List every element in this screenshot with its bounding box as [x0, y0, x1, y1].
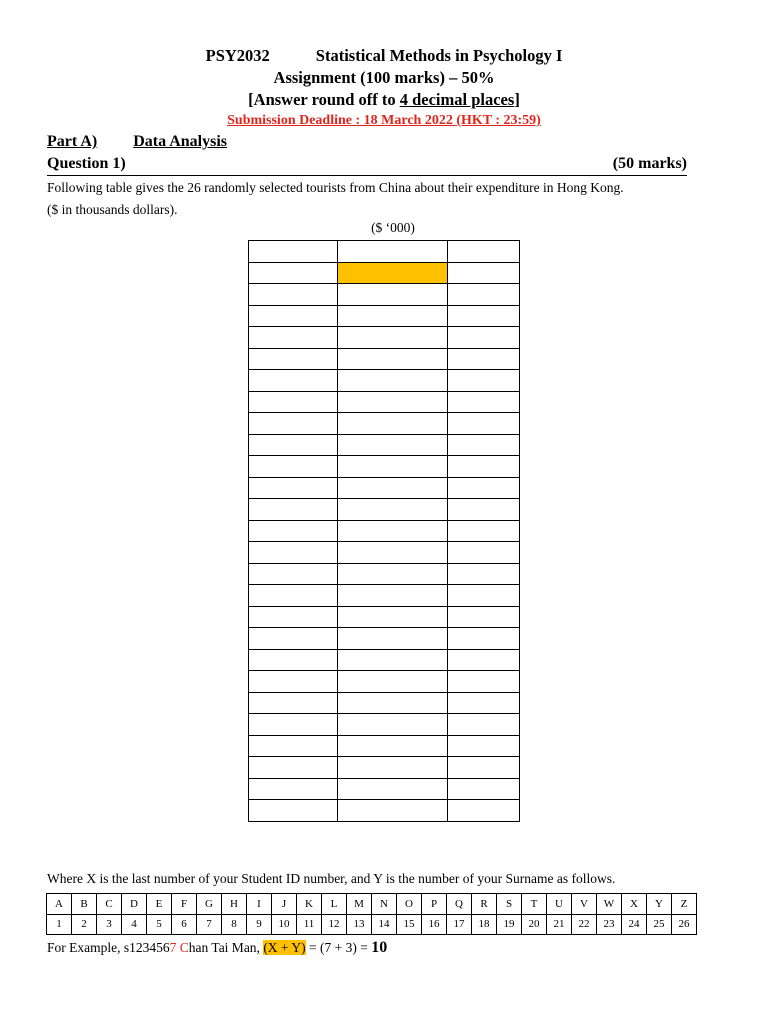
table-cell [448, 520, 520, 542]
number-cell: 14 [372, 914, 397, 935]
table-cell [249, 241, 338, 263]
answer-note-decimal: 4 decimal places [399, 90, 515, 109]
table-cell [448, 800, 520, 822]
example-prefix: For Example, s123456 [47, 940, 170, 955]
table-cell [338, 778, 448, 800]
table-cell [448, 649, 520, 671]
example-equation: = (7 + 3) = [305, 940, 372, 955]
table-row [249, 499, 520, 521]
number-cell: 4 [122, 914, 147, 935]
table-cell [249, 606, 338, 628]
number-cell: 26 [672, 914, 697, 935]
table-cell [249, 477, 338, 499]
letter-cell: H [222, 894, 247, 915]
part-label: Part A) [47, 133, 98, 150]
table-row [249, 370, 520, 392]
table-cell [249, 456, 338, 478]
letter-cell: P [422, 894, 447, 915]
table-cell [249, 327, 338, 349]
letter-cell: S [497, 894, 522, 915]
letter-cell: T [522, 894, 547, 915]
table-cell [448, 499, 520, 521]
letter-cell: L [322, 894, 347, 915]
table-cell [338, 391, 448, 413]
table-cell [338, 413, 448, 435]
letter-cell: Q [447, 894, 472, 915]
table-cell [249, 714, 338, 736]
number-cell: 8 [222, 914, 247, 935]
table-cell [249, 434, 338, 456]
letter-number-table [46, 893, 697, 935]
table-row [249, 628, 520, 650]
letter-cell: D [122, 894, 147, 915]
table-cell [448, 477, 520, 499]
table-cell [338, 477, 448, 499]
table-row [249, 520, 520, 542]
letter-cell: J [272, 894, 297, 915]
table-cell [249, 585, 338, 607]
letter-cell: Y [647, 894, 672, 915]
table-cell [338, 348, 448, 370]
table-row [249, 800, 520, 822]
table-cell [338, 327, 448, 349]
table-cell [249, 499, 338, 521]
letter-cell: A [47, 894, 72, 915]
table-cell [249, 413, 338, 435]
expenditure-table [248, 240, 520, 822]
table-cell [338, 628, 448, 650]
table-row [249, 434, 520, 456]
table-cell [249, 370, 338, 392]
table-cell [338, 692, 448, 714]
table-cell [448, 628, 520, 650]
table-cell [448, 348, 520, 370]
table-cell [448, 370, 520, 392]
example-surname-initial: C [179, 940, 189, 955]
course-header [0, 46, 768, 66]
table-cell [338, 370, 448, 392]
number-cell: 20 [522, 914, 547, 935]
table-cell [249, 391, 338, 413]
table-cell [448, 542, 520, 564]
description-line-2: ($ in thousands dollars). [47, 202, 178, 217]
letter-cell: N [372, 894, 397, 915]
number-cell: 13 [347, 914, 372, 935]
table-cell [249, 778, 338, 800]
example-formula: (X + Y) [263, 940, 306, 955]
course-code: PSY2032 [205, 46, 270, 65]
numbers-row [47, 914, 697, 935]
answer-note-prefix: [Answer round off to [248, 90, 400, 109]
table-unit-label: ($ ‘000) [371, 220, 415, 235]
table-cell [338, 757, 448, 779]
number-cell: 5 [147, 914, 172, 935]
letter-cell: O [397, 894, 422, 915]
number-cell: 3 [97, 914, 122, 935]
question-heading [47, 155, 687, 176]
table-cell [448, 671, 520, 693]
table-cell [338, 563, 448, 585]
table-row [249, 585, 520, 607]
table-row [249, 692, 520, 714]
table-row [249, 305, 520, 327]
answer-note [0, 90, 768, 110]
table-row [249, 456, 520, 478]
number-cell: 25 [647, 914, 672, 935]
number-cell: 1 [47, 914, 72, 935]
number-cell: 18 [472, 914, 497, 935]
course-title: Statistical Methods in Psychology I [315, 46, 563, 65]
number-cell: 15 [397, 914, 422, 935]
table-cell [448, 413, 520, 435]
letter-cell: U [547, 894, 572, 915]
table-cell [249, 348, 338, 370]
letter-cell: Z [672, 894, 697, 915]
table-cell [249, 671, 338, 693]
table-cell [448, 735, 520, 757]
table-row [249, 563, 520, 585]
table-cell [338, 671, 448, 693]
table-cell [249, 800, 338, 822]
letter-cell: K [297, 894, 322, 915]
table-cell [338, 305, 448, 327]
table-row [249, 735, 520, 757]
table-row [249, 778, 520, 800]
description-line-1: Following table gives the 26 randomly selected tourists from China about their expenditure in Hong Kong. [47, 180, 624, 195]
table-cell [448, 305, 520, 327]
table-cell [338, 800, 448, 822]
table-cell [249, 563, 338, 585]
question-marks: (50 marks) [612, 155, 687, 172]
table-cell [448, 714, 520, 736]
table-cell [338, 714, 448, 736]
table-row [249, 413, 520, 435]
letter-cell: W [597, 894, 622, 915]
letter-cell: E [147, 894, 172, 915]
number-cell: 23 [597, 914, 622, 935]
letter-cell: I [247, 894, 272, 915]
table-row [249, 606, 520, 628]
table-cell [448, 241, 520, 263]
table-row [249, 757, 520, 779]
table-cell [249, 262, 338, 284]
table-row [249, 348, 520, 370]
number-cell: 6 [172, 914, 197, 935]
part-heading [47, 133, 227, 151]
table-cell [338, 284, 448, 306]
table-cell [249, 542, 338, 564]
table-cell [338, 456, 448, 478]
question-description [47, 177, 727, 221]
table-cell [249, 735, 338, 757]
table-cell [448, 456, 520, 478]
table-cell [338, 520, 448, 542]
table-row [249, 649, 520, 671]
letter-cell: F [172, 894, 197, 915]
table-cell [448, 391, 520, 413]
example-surname-rest: han Tai Man, [188, 940, 264, 955]
number-cell: 11 [297, 914, 322, 935]
table-cell [338, 542, 448, 564]
table-cell [338, 434, 448, 456]
answer-note-suffix: ] [514, 90, 520, 109]
table-cell [338, 499, 448, 521]
letter-cell: M [347, 894, 372, 915]
number-cell: 2 [72, 914, 97, 935]
number-cell: 10 [272, 914, 297, 935]
table-cell [249, 692, 338, 714]
table-cell [249, 305, 338, 327]
table-cell [249, 520, 338, 542]
letters-row [47, 894, 697, 915]
table-row [249, 391, 520, 413]
letter-cell: X [622, 894, 647, 915]
number-cell: 19 [497, 914, 522, 935]
table-cell [249, 284, 338, 306]
number-cell: 16 [422, 914, 447, 935]
number-cell: 24 [622, 914, 647, 935]
question-label: Question 1) [47, 155, 126, 172]
table-cell [448, 585, 520, 607]
table-cell [448, 778, 520, 800]
number-cell: 9 [247, 914, 272, 935]
table-cell [338, 735, 448, 757]
table-cell [448, 606, 520, 628]
table-cell [249, 628, 338, 650]
table-cell [338, 241, 448, 263]
table-row [249, 671, 520, 693]
number-cell: 12 [322, 914, 347, 935]
example-line [47, 939, 387, 957]
letter-cell: G [197, 894, 222, 915]
table-cell [448, 692, 520, 714]
submission-deadline: Submission Deadline : 18 March 2022 (HKT : 23:59) [227, 113, 541, 128]
table-row [249, 477, 520, 499]
assignment-title: Assignment (100 marks) – 50% [273, 68, 495, 87]
example-id-last-digit: 7 [169, 940, 177, 955]
number-cell: 21 [547, 914, 572, 935]
table-cell [448, 434, 520, 456]
table-row [249, 262, 520, 284]
table-row [249, 714, 520, 736]
table-row [249, 241, 520, 263]
table-cell [338, 649, 448, 671]
letter-cell: C [97, 894, 122, 915]
table-row [249, 327, 520, 349]
table-cell [338, 262, 448, 284]
table-cell [338, 606, 448, 628]
letter-cell: V [572, 894, 597, 915]
letter-cell: R [472, 894, 497, 915]
part-title: Data Analysis [133, 133, 227, 150]
number-cell: 7 [197, 914, 222, 935]
table-cell [249, 757, 338, 779]
table-cell [448, 284, 520, 306]
table-cell [249, 649, 338, 671]
example-result: 10 [371, 939, 388, 956]
table-cell [448, 327, 520, 349]
table-cell [448, 262, 520, 284]
number-cell: 17 [447, 914, 472, 935]
number-cell: 22 [572, 914, 597, 935]
mapping-instruction: Where X is the last number of your Student ID number, and Y is the number of your Surname as follows. [47, 871, 616, 886]
table-cell [338, 585, 448, 607]
letter-cell: B [72, 894, 97, 915]
table-row [249, 542, 520, 564]
table-row [249, 284, 520, 306]
table-cell [448, 757, 520, 779]
table-cell [448, 563, 520, 585]
